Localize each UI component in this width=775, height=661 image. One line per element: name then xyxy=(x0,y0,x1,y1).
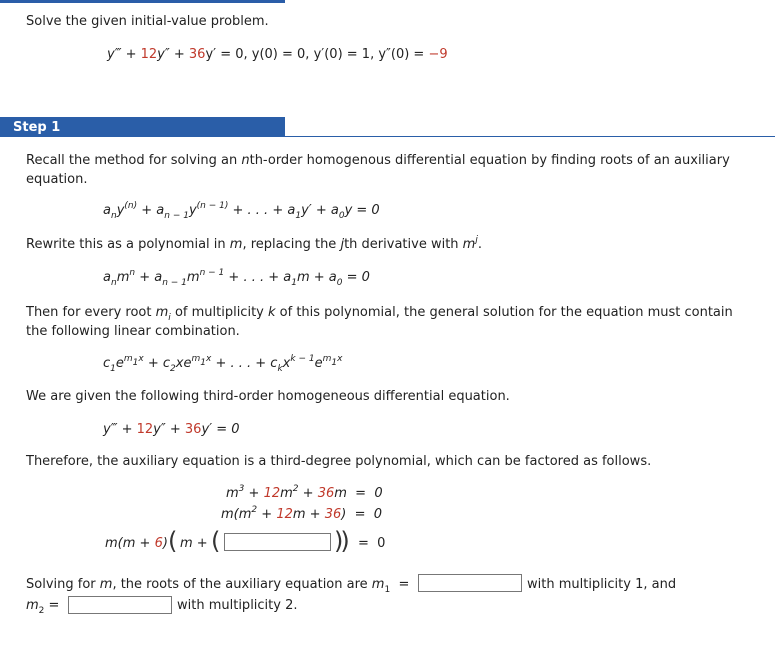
rewrite-mj: m xyxy=(462,237,476,252)
auxiliary-polynomial: $a_nm^n + a_{n - 1}m^{n - 1}$ + . . . + $a_1m + a_0 = 0$ xyxy=(103,268,370,288)
then-m-sub: i xyxy=(168,313,171,323)
solving-text-2: , the roots of the auxiliary equation are xyxy=(112,577,372,592)
rewrite-text-2: , replacing the xyxy=(242,237,341,252)
therefore-text: Therefore, the auxiliary equation is a third-degree polynomial, which can be factored as follows. xyxy=(26,454,652,469)
eq-term-3: y′ = 0, y(0) = 0, y′(0) = 1, y″(0) = xyxy=(205,47,429,62)
problem-prompt: Solve the given initial-value problem. xyxy=(26,14,269,29)
rewrite-m: m xyxy=(229,237,243,252)
recall-text-3: equation. xyxy=(26,172,88,187)
given-text: We are given the following third-order homogeneous differential equation. xyxy=(26,389,510,404)
given-term-3: y′ = 0 xyxy=(201,422,240,437)
m1-answer-input[interactable] xyxy=(418,574,522,592)
m2-label-group xyxy=(26,598,60,616)
then-text-4: the following linear combination. xyxy=(26,324,240,339)
given-term-2: y″ + xyxy=(153,422,185,437)
given-coef-a: 12 xyxy=(136,422,154,437)
recall-text-2: th-order homogenous differential equation by finding roots of an auxiliary xyxy=(249,153,730,168)
factor-line-3-prefix: m(m + 6) xyxy=(105,536,168,551)
paren-open-1: ( xyxy=(168,527,178,555)
step-header-rule xyxy=(285,136,775,137)
given-equation xyxy=(103,422,240,437)
solving-text-1: Solving for xyxy=(26,577,100,592)
then-text-3: of this polynomial, the general solution for the equation must contain xyxy=(275,305,733,320)
then-paragraph xyxy=(26,303,756,341)
paren-open-2: ( xyxy=(211,527,221,555)
then-k: k xyxy=(268,305,276,320)
solving-text xyxy=(26,577,410,595)
recall-paragraph xyxy=(26,151,756,189)
m1-label: m xyxy=(371,577,385,592)
then-text-2: of multiplicity xyxy=(170,305,268,320)
step-label: Step 1 xyxy=(13,120,61,135)
multiplicity-1-text: with multiplicity 1, and xyxy=(527,577,677,592)
paren-close: )) xyxy=(334,527,347,555)
then-m: m xyxy=(155,305,169,320)
factor-line-3-equals: = 0 xyxy=(358,536,386,551)
general-de-equation: $a_ny^{(n)} + a_{n - 1}y^{(n - 1)}$ + . . . + $a_1y' + a_0y = 0$ xyxy=(103,201,380,221)
rewrite-line xyxy=(26,237,482,252)
eq-ic-value: −9 xyxy=(428,47,448,62)
top-accent-line xyxy=(0,0,285,3)
rewrite-end: . xyxy=(477,237,482,252)
then-text-1: Then for every root xyxy=(26,305,156,320)
rewrite-text-1: Rewrite this as a polynomial in xyxy=(26,237,230,252)
m2-equals: = xyxy=(48,598,60,613)
factor-answer-input[interactable] xyxy=(224,533,331,551)
recall-text-1: Recall the method for solving an xyxy=(26,153,242,168)
rewrite-mj-sup: j xyxy=(475,235,478,245)
m2-answer-input[interactable] xyxy=(68,596,172,614)
rewrite-j: j xyxy=(340,237,345,252)
given-coef-b: 36 xyxy=(184,422,202,437)
m1-equals: = xyxy=(398,577,410,592)
multiplicity-2-text: with multiplicity 2. xyxy=(177,598,298,613)
eq-coef-b: 36 xyxy=(188,47,206,62)
factor-line-3-m: m + xyxy=(180,536,208,551)
factor-line-1: $m^3 + 12m^2 + 36m = 0$ xyxy=(226,484,383,501)
m2-sub: 2 xyxy=(38,606,45,616)
problem-equation xyxy=(107,47,448,62)
m2-label: m xyxy=(26,598,39,613)
m1-sub: 1 xyxy=(384,585,391,595)
given-term-1: y‴ + xyxy=(103,422,137,437)
eq-term-1: y‴ + xyxy=(107,47,141,62)
eq-coef-a: 12 xyxy=(140,47,158,62)
eq-term-2: y″ + xyxy=(157,47,189,62)
recall-n: n xyxy=(241,153,250,168)
factor-line-2: $m(m^2 + 12m + 36) = 0$ xyxy=(221,505,382,522)
linear-combination: $c_1e^{m_1x} + c_2xe^{m_1x}$ + . . . + $c_kx^{k - 1}e^{m_1x}$ xyxy=(103,354,343,374)
rewrite-text-3: th derivative with xyxy=(344,237,463,252)
solving-m: m xyxy=(99,577,113,592)
